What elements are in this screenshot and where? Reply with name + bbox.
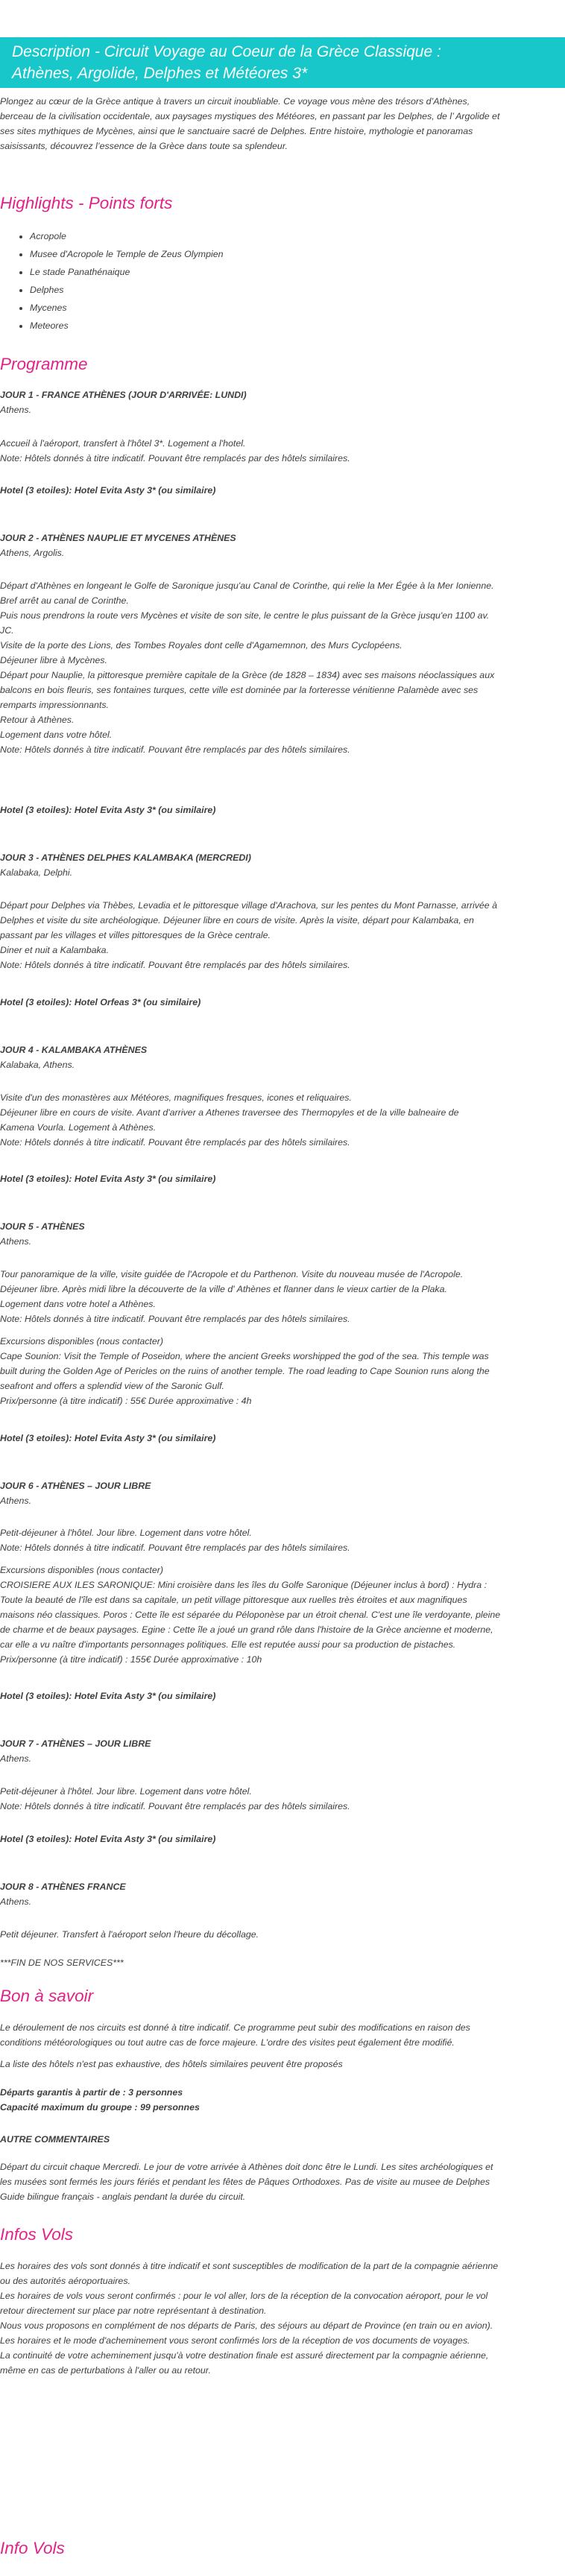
day-place: Athens. <box>0 1896 32 1907</box>
day-2-body <box>0 578 565 757</box>
day-title: JOUR 3 - ATHÈNES DELPHES KALAMBAKA (MERCREDI) <box>0 852 251 863</box>
excursion-line: Prix/personne (à titre indicatif) : 55€ Durée approximative : 4h <box>0 1396 252 1406</box>
day-line: Logement dans votre hotel a Athènes. <box>0 1299 156 1309</box>
infos-vols-section <box>0 2224 565 2245</box>
info-vols-heading: Info Vols <box>0 2539 65 2557</box>
day-2 <box>0 531 565 560</box>
page-title-line-2: Athènes, Argolide, Delphes et Météores 3* <box>12 65 308 82</box>
highlight-item: • Acropole <box>30 227 565 245</box>
excursion-line: car elle a vu naître d'importants personnages politiques. Elle est reputée aussi pour sa production de pistaches. <box>0 1639 456 1650</box>
day-4-body <box>0 1090 565 1150</box>
highlights-section <box>0 193 565 335</box>
highlight-item: • Musee d'Acropole le Temple de Zeus Olympien <box>30 245 565 263</box>
infos-vols-heading: Infos Vols <box>0 2225 73 2244</box>
day-line: Visite d'un des monastères aux Météores, magnifiques fresques, icones et reliquaires. <box>0 1092 352 1103</box>
excursion-line: Prix/personne (à titre indicatif) : 155€ Durée approximative : 10h <box>0 1654 262 1665</box>
excursion-line: seafront and offers a splendid view of the Saronic Gulf. <box>0 1381 224 1391</box>
day-3-body <box>0 898 565 972</box>
intro-paragraph <box>0 94 565 154</box>
day-line: Bref arrêt au canal de Corinthe. <box>0 595 129 606</box>
autre-title: AUTRE COMMENTAIRES <box>0 2134 110 2145</box>
day-title: JOUR 7 - ATHÈNES – JOUR LIBRE <box>0 1738 151 1749</box>
day-line: Note: Hôtels donnés à titre indicatif. Pouvant être remplacés par des hôtels similaires. <box>0 960 350 970</box>
day-3 <box>0 850 565 880</box>
day-title: JOUR 4 - KALAMBAKA ATHÈNES <box>0 1045 148 1055</box>
day-5 <box>0 1219 565 1249</box>
highlight-item: • Le stade Panathénaique <box>30 263 565 281</box>
info-line: Les horaires de vols vous seront confirmés : pour le vol aller, lors de la réception de la convocation aéroport, pour le vol <box>0 2291 488 2301</box>
day-line: Petit-déjeuner à l'hôtel. Jour libre. Logement dans votre hôtel. <box>0 1528 252 1538</box>
info-line: même en cas de perturbations à l'aller ou au retour. <box>0 2365 211 2376</box>
day-7 <box>0 1736 565 1766</box>
title-banner <box>0 37 565 88</box>
bon-a-savoir-section <box>0 1986 565 2007</box>
hotel-line: Hotel (3 etoiles): Hotel Evita Asty 3* (ou similaire) <box>0 485 216 496</box>
info-line: retour directement sur place par notre représentant à destination. <box>0 2306 267 2316</box>
day-3-hotel <box>0 995 565 1010</box>
day-title: JOUR 2 - ATHÈNES NAUPLIE ET MYCENES ATHÈNES <box>0 533 236 543</box>
day-line: Petit déjeuner. Transfert à l'aéroport selon l'heure du décollage. <box>0 1929 259 1940</box>
day-line: Départ d'Athènes en longeant le Golfe de Saronique jusqu'au Canal de Corinthe, qui relie la Mer Égée à la Mer Ionienne. <box>0 580 494 591</box>
info-line: les musées sont fermés les jours fériés et pendant les fêtes de Pâques Orthodoxes. Pas de visite au musee de Delphes <box>0 2177 490 2187</box>
day-line: Accueil à l'aéroport, transfert à l'hôtel 3*. Logement a l'hotel. <box>0 438 246 449</box>
day-5-hotel <box>0 1431 565 1446</box>
info-line: Les horaires et le mode d'acheminement vous seront confirmés lors de la réception de vos documents de voyages. <box>0 2335 470 2346</box>
infos-vols-body <box>0 2259 565 2378</box>
day-7-hotel <box>0 1832 565 1846</box>
day-line: Déjeuner libre. Après midi libre la découverte de la ville d' Athènes et flanner dans le vieux cartier de la Plaka. <box>0 1284 447 1294</box>
hotel-line: Hotel (3 etoiles): Hotel Evita Asty 3* (ou similaire) <box>0 1691 216 1701</box>
highlight-item: • Delphes <box>30 281 565 299</box>
day-4 <box>0 1042 565 1072</box>
day-8 <box>0 1879 565 1909</box>
day-line: Puis nous prendrons la route vers Mycènes et visite de son site, le centre le plus puissant de la Grèce jusqu'en 1100 av. <box>0 610 490 621</box>
highlight-item: • Mycenes <box>30 299 565 317</box>
day-6-body <box>0 1525 565 1555</box>
info-line: La continuité de votre acheminement jusqu'à votre destination finale est assuré directement par la compagnie aérienne, <box>0 2350 489 2361</box>
excursion-line: Excursions disponibles (nous contacter) <box>0 1336 164 1346</box>
day-line: Delphes et visite du site archéologique. Déjeuner libre en cours de visite. Après la visite, départ pour Kalambaka, en <box>0 915 474 925</box>
hotel-line: Hotel (3 etoiles): Hotel Evita Asty 3* (ou similaire) <box>0 1834 216 1844</box>
day-7-body <box>0 1784 565 1814</box>
day-title: JOUR 5 - ATHÈNES <box>0 1221 85 1232</box>
excursion-line: Toute la beauté de l'île est dans sa capitale, un petit village pittoresque aux ruelles très étroites et aux magnifiques <box>0 1595 467 1605</box>
day-line: Diner et nuit a Kalambaka. <box>0 945 110 955</box>
intro-line: ses sites mythiques de Mycènes, ainsi que le sanctuaire sacré de Delphes. Entre histoire, mythologie et panoramas <box>0 126 473 136</box>
hotel-line: Hotel (3 etoiles): Hotel Evita Asty 3* (ou similaire) <box>0 1433 216 1443</box>
day-5-body <box>0 1267 565 1326</box>
info-line: Le déroulement de nos circuits est donné à titre indicatif. Ce programme peut subir des modifications en raison des <box>0 2022 470 2033</box>
hotel-line: Hotel (3 etoiles): Hotel Orfeas 3* (ou similaire) <box>0 997 201 1007</box>
day-line: JC. <box>0 625 14 636</box>
day-5-excursions <box>0 1334 565 1408</box>
day-line: Départ pour Delphes via Thèbes, Levadia et le pittoresque village d'Arachova, sur les pentes du Mont Parnasse, arrivée à <box>0 900 498 911</box>
day-line: Note: Hôtels donnés à titre indicatif. Pouvant être remplacés par des hôtels similaires. <box>0 1314 350 1324</box>
day-line: Kamena Vourla. Logement à Athènes. <box>0 1122 157 1133</box>
end-of-services <box>0 1955 565 1970</box>
intro-line: berceau de la civilisation occidentale, aux paysages mystiques des Météores, en passant par les Delphes, de l’ Argolide et <box>0 111 500 121</box>
day-line: Note: Hôtels donnés à titre indicatif. Pouvant être remplacés par des hôtels similaires. <box>0 453 350 463</box>
day-line: Note: Hôtels donnés à titre indicatif. Pouvant être remplacés par des hôtels similaires. <box>0 1542 350 1553</box>
intro-line: saisissants, découvrez l’essence de la Grèce dans toute sa splendeur. <box>0 141 288 151</box>
end-line: ***FIN DE NOS SERVICES*** <box>0 1958 124 1968</box>
excursion-line: built during the Golden Age of Pericles on the ruins of another temple. The road leading to Cape Sounion runs along the <box>0 1366 490 1376</box>
day-line: Logement dans votre hôtel. <box>0 730 113 740</box>
info-line: Les horaires des vols sont donnés à titre indicatif et sont susceptibles de modification de la part de la compagnie aérienne <box>0 2261 499 2271</box>
info-vols-section <box>0 2538 565 2559</box>
autre-commentaires-body <box>0 2159 565 2204</box>
intro-line: Plongez au cœur de la Grèce antique à travers un circuit inoubliable. Ce voyage vous mène des trésors d’Athènes, <box>0 96 470 107</box>
highlights-heading: Highlights - Points forts <box>0 194 173 212</box>
day-6-excursions <box>0 1563 565 1667</box>
day-4-hotel <box>0 1171 565 1186</box>
hotel-line: Hotel (3 etoiles): Hotel Evita Asty 3* (ou similaire) <box>0 805 216 815</box>
day-place: Athens, Argolis. <box>0 548 65 558</box>
info-line: ou des autorités aéroportuaires. <box>0 2276 130 2286</box>
bon-a-savoir-para-1 <box>0 2020 565 2050</box>
info-line: La liste des hôtels n'est pas exhaustive, des hôtels similaires peuvent être proposés <box>0 2059 343 2069</box>
day-1-body <box>0 436 565 466</box>
day-6-hotel <box>0 1689 565 1703</box>
departs-garantis: Départs garantis à partir de : 3 personnes <box>0 2087 183 2098</box>
day-place: Athens. <box>0 405 32 415</box>
excursion-line: de charme et de beaux paysages. Egine : Cette île a joué un grand rôle dans l'histoire de la Grèce ancienne et moderne, <box>0 1624 493 1635</box>
day-place: Kalabaka, Delphi. <box>0 867 73 878</box>
day-line: Déjeuner libre en cours de visite. Avant d'arriver a Athenes traversee des Thermopyles et de la ville balneaire de <box>0 1107 459 1118</box>
day-6 <box>0 1478 565 1508</box>
day-place: Athens. <box>0 1753 32 1764</box>
group-info <box>0 2085 565 2115</box>
excursion-line: CROISIERE AUX ILES SARONIQUE: Mini croisière dans les îles du Golfe Saronique (Déjeuner inclus à bord) : Hydra : <box>0 1580 487 1590</box>
bon-a-savoir-para-2 <box>0 2057 565 2072</box>
day-line: Note: Hôtels donnés à titre indicatif. Pouvant être remplacés par des hôtels similaires. <box>0 744 350 755</box>
day-line: Note: Hôtels donnés à titre indicatif. Pouvant être remplacés par des hôtels similaires. <box>0 1137 350 1148</box>
day-1 <box>0 387 565 417</box>
highlight-item: • Meteores <box>30 317 565 335</box>
day-place: Athens. <box>0 1496 32 1506</box>
day-title: JOUR 8 - ATHÈNES FRANCE <box>0 1882 126 1892</box>
day-line: remparts impressionnants. <box>0 700 109 710</box>
day-line: Déjeuner libre à Mycènes. <box>0 655 107 665</box>
day-1-hotel <box>0 483 565 498</box>
excursion-line: maisons néo classiques. Poros : Cette île est séparée du Péloponèse par un étroit chenal. C'est une île verdoyante, pleine <box>0 1610 501 1620</box>
day-place: Kalabaka, Athens. <box>0 1060 75 1070</box>
page-title-line-1: Description - Circuit Voyage au Coeur de la Grèce Classique : <box>12 43 441 60</box>
day-line: passant par les villages et villes pittoresques de la Grèce centrale. <box>0 930 271 940</box>
info-line: conditions météorologiques ou tout autre cas de force majeure. L'ordre des visites peut également être modifié. <box>0 2037 455 2048</box>
capacite-maximum: Capacité maximum du groupe : 99 personnes <box>0 2102 200 2113</box>
autre-commentaires-title <box>0 2132 565 2147</box>
excursion-line: Cape Sounion: Visit the Temple of Poseidon, where the ancient Greeks worshipped the god of the sea. This temple was <box>0 1351 489 1361</box>
day-line: Retour à Athènes. <box>0 715 75 725</box>
programme-heading: Programme <box>0 355 88 373</box>
day-line: Tour panoramique de la ville, visite guidée de l'Acropole et du Parthenon. Visite du nouveau musée de l'Acropole. <box>0 1269 464 1279</box>
excursion-line: Excursions disponibles (nous contacter) <box>0 1565 164 1575</box>
day-line: Départ pour Nauplie, la pittoresque première capitale de la Grèce (de 1828 – 1834) avec ses maisons néoclassiques aux <box>0 670 495 680</box>
day-line: Petit-déjeuner à l'hôtel. Jour libre. Logement dans votre hôtel. <box>0 1786 252 1797</box>
day-line: Visite de la porte des Lions, des Tombes Royales dont celle d'Agamemnon, des Murs Cyclopéens. <box>0 640 403 651</box>
day-8-body <box>0 1927 565 1942</box>
programme-heading-wrap <box>0 354 565 375</box>
info-line: Nous vous proposons en complément de nos départs de Paris, des séjours au départ de Province (en train ou en avion). <box>0 2320 493 2331</box>
info-line: Départ du circuit chaque Mercredi. Le jour de votre arrivée à Athènes doit donc être le Lundi. Les sites archéologiques et <box>0 2162 493 2172</box>
highlights-list <box>0 227 565 335</box>
day-place: Athens. <box>0 1236 32 1247</box>
day-line: Note: Hôtels donnés à titre indicatif. Pouvant être remplacés par des hôtels similaires. <box>0 1801 350 1811</box>
day-2-hotel <box>0 803 565 817</box>
day-line: balcons en bois fleuris, ses fontaines turques, cette ville est dominée par la forteresse vénitienne Palamède avec ses <box>0 685 479 695</box>
day-title: JOUR 6 - ATHÈNES – JOUR LIBRE <box>0 1481 151 1491</box>
bon-a-savoir-heading: Bon à savoir <box>0 1987 94 2005</box>
info-line: Guide bilingue français - anglais pendant la durée du circuit. <box>0 2192 246 2202</box>
day-title: JOUR 1 - FRANCE ATHÈNES (JOUR D'ARRIVÉE: LUNDI) <box>0 390 247 400</box>
hotel-line: Hotel (3 etoiles): Hotel Evita Asty 3* (ou similaire) <box>0 1174 216 1184</box>
